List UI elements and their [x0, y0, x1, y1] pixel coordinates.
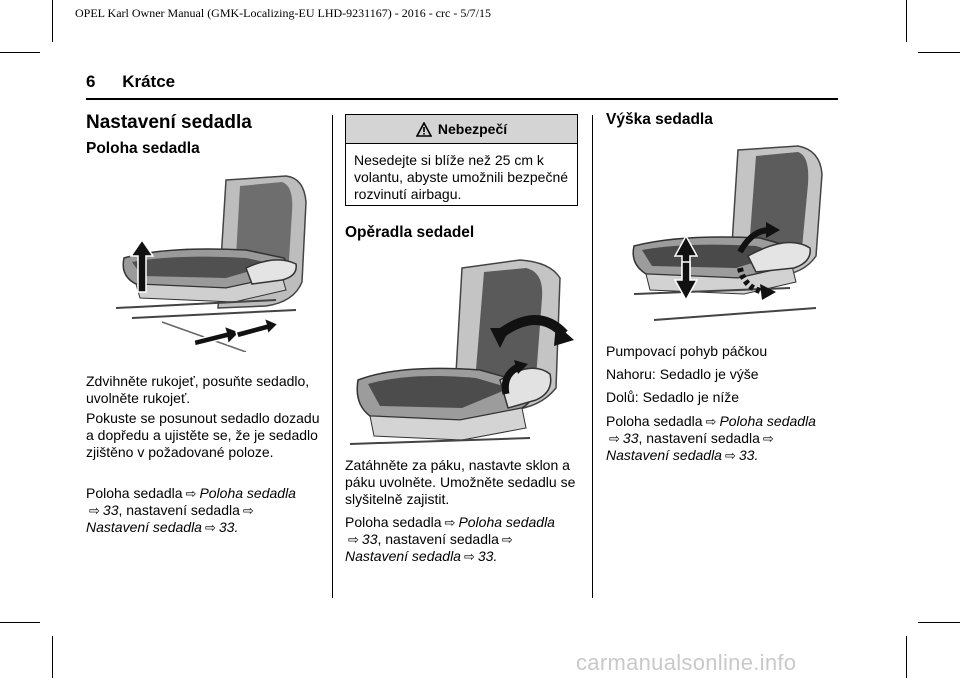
reference-arrow-icon: ⇨: [724, 448, 736, 463]
column-divider: [592, 115, 593, 598]
instruction-line: Nahoru: Sedadlo je výše: [606, 366, 759, 382]
reference-arrow-icon: ⇨: [501, 532, 513, 547]
instruction-line: Dolů: Sedadlo je níže: [606, 389, 740, 405]
ref-mid: , nastavení sedadla: [377, 531, 499, 547]
ref-lead: Poloha sedadla: [345, 514, 442, 530]
warning-triangle-icon: [416, 122, 432, 137]
ref-lead: Poloha sedadla: [86, 485, 183, 501]
document-meta-header: OPEL Karl Owner Manual (GMK-Localizing-EU LHD-9231167) - 2016 - crc - 5/7/15: [75, 6, 491, 20]
cross-reference: [606, 413, 846, 464]
reference-arrow-icon: ⇨: [242, 503, 254, 518]
section-title: Krátce: [122, 72, 176, 91]
crop-mark: [906, 636, 907, 678]
ref-mid: , nastavení sedadla: [118, 502, 240, 518]
reference-arrow-icon: ⇨: [444, 515, 456, 530]
reference-arrow-icon: ⇨: [89, 503, 100, 518]
reference-arrow-icon: ⇨: [463, 549, 475, 564]
cross-reference: [86, 485, 326, 536]
ref-link-seat-position[interactable]: Poloha sedadla: [458, 514, 555, 530]
page-number: 6: [86, 72, 96, 91]
reference-arrow-icon: ⇨: [609, 431, 620, 446]
instruction-paragraph: Zdvihněte rukojeť, posuňte sedadlo, uvolněte rukojeť.: [86, 373, 310, 406]
ref-link-seat-position[interactable]: Poloha sedadla: [199, 485, 296, 501]
section-heading: Nastavení sedadla: [86, 112, 252, 133]
ref-page: 33.: [738, 447, 759, 463]
warning-text: Nesedejte si blíže než 25 cm k volantu, abyste umožnili bezpečné rozvinutí airbagu.: [354, 152, 569, 202]
instruction-paragraph: Zatáhněte za páku, nastavte sklon a páku uvolněte. Umožněte sedadlu se slyšitelně zajistit.: [345, 457, 576, 507]
crop-mark: [918, 622, 960, 623]
running-head: [86, 72, 175, 92]
crop-mark: [0, 622, 40, 623]
cross-reference: [345, 514, 585, 565]
reference-arrow-icon: ⇨: [204, 520, 216, 535]
crop-mark: [52, 0, 53, 42]
header-rule: [86, 98, 838, 100]
warning-header: [346, 115, 577, 144]
warning-title: Nebezpečí: [437, 121, 508, 137]
watermark: carmanualsonline.info: [576, 650, 797, 675]
seat-height-pump-illustration: [620, 144, 830, 324]
ref-mid: , nastavení sedadla: [638, 430, 760, 446]
subsection-heading: Poloha sedadla: [86, 140, 200, 157]
crop-mark: [52, 636, 53, 678]
ref-page: 33: [622, 430, 639, 446]
ref-lead: Poloha sedadla: [606, 413, 703, 429]
crop-mark: [906, 0, 907, 42]
instruction-line: Pumpovací pohyb páčkou: [606, 343, 768, 359]
instruction-paragraph: Pokuste se posunout sedadlo dozadu a dopředu a ujistěte se, že je sedadlo zjištěno v požadované poloze.: [86, 410, 320, 460]
ref-page: 33: [361, 531, 378, 547]
reference-arrow-icon: ⇨: [705, 414, 717, 429]
ref-link-seat-adjustment[interactable]: Nastavení sedadla: [86, 519, 202, 535]
ref-link-seat-position[interactable]: Poloha sedadla: [719, 413, 816, 429]
ref-link-seat-adjustment[interactable]: Nastavení sedadla: [606, 447, 722, 463]
column-divider: [332, 115, 333, 598]
ref-link-seat-adjustment[interactable]: Nastavení sedadla: [345, 548, 461, 564]
danger-warning-box: [345, 114, 578, 206]
subsection-heading: Výška sedadla: [606, 111, 713, 128]
crop-mark: [0, 52, 40, 53]
reference-arrow-icon: ⇨: [185, 486, 197, 501]
seat-backrest-recline-illustration: [350, 258, 575, 448]
seat-fore-aft-adjust-illustration: [106, 172, 312, 352]
reference-arrow-icon: ⇨: [348, 532, 359, 547]
subsection-heading: Opěradla sedadel: [345, 224, 475, 241]
reference-arrow-icon: ⇨: [762, 431, 774, 446]
ref-page: 33.: [218, 519, 239, 535]
ref-page: 33: [102, 502, 119, 518]
crop-mark: [918, 52, 960, 53]
ref-page: 33.: [477, 548, 498, 564]
